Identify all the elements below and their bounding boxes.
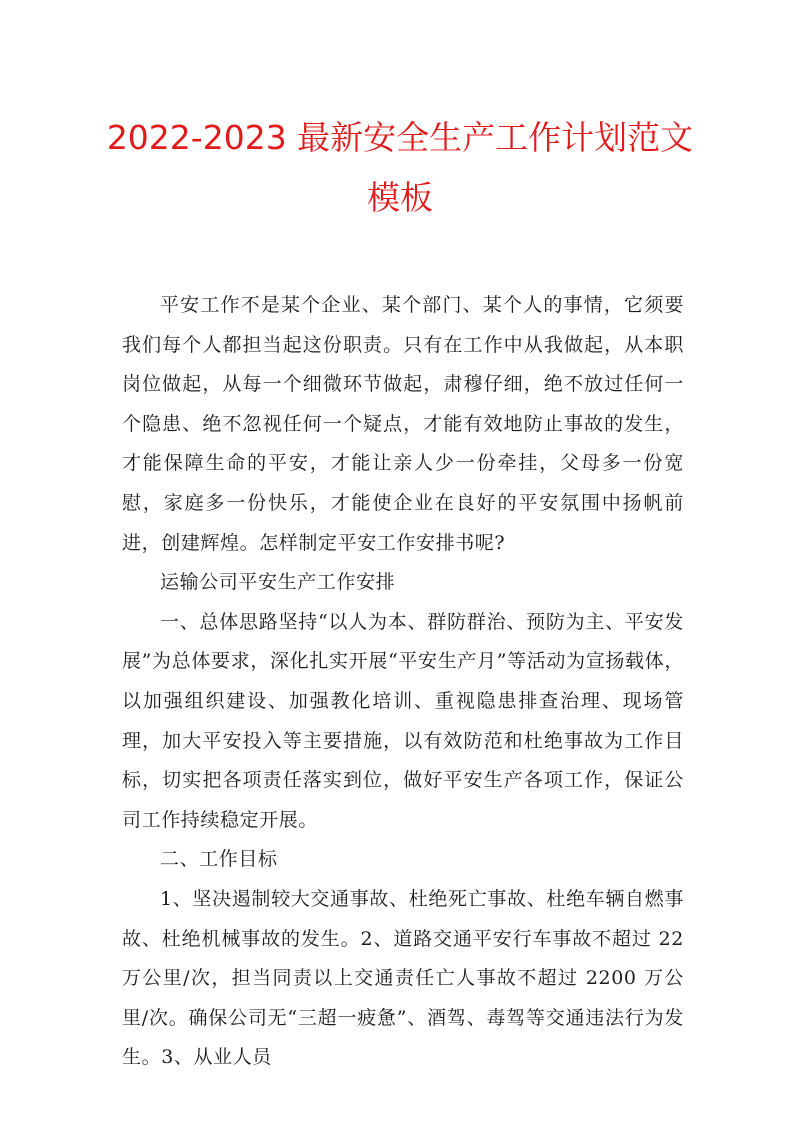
intro-paragraph: 平安工作不是某个企业、某个部门、某个人的事情，它须要我们每个人都担当起这份职责。只有在工作中从我做起，从本职岗位做起，从每一个细微环节做起，肃穆仔细，绝不放过任何一个隐患、绝不忽视任何一个疑点，才能有效地防止事故的发生，才能保障生命的平安，才能让亲人少一份牵挂，父母多一份宽慰，家庭多一份快乐，才能使企业在良好的平安氛围中扬帆前进，创建辉煌。怎样制定平安工作安排书呢? bbox=[122, 294, 684, 554]
section-overall-approach: 一、总体思路坚持“以人为本、群防群治、预防为主、平安发展”为总体要求，深化扎实开展“平安生产月”等活动为宣扬载体，以加强组织建设、加强教化培训、重视隐患排查治理、现场管理，加大平安投入等主要措施，以有效防范和杜绝事故为工作目标，切实把各项责任落实到位，做好平安生产各项工作，保证公司工作持续稳定开展。 bbox=[122, 610, 684, 831]
section-heading-goals: 二、工作目标 bbox=[160, 848, 278, 871]
section-goals-list: 1、坚决遏制较大交通事故、杜绝死亡事故、杜绝车辆自燃事故、杜绝机械事故的发生。2、道路交通平安行车事故不超过 22 万公里/次，担当同责以上交通责任亡人事故不超过 2200 万公里/次。确保公司无“三超一疲惫”、酒驾、毒驾等交通违法行为发生。3、从业人员 bbox=[122, 887, 684, 1069]
document-title: 2022-2023 最新安全生产工作计划范文模板 bbox=[106, 118, 694, 217]
section-heading-plan: 运输公司平安生产工作安排 bbox=[160, 571, 396, 594]
document-body bbox=[122, 286, 684, 1078]
